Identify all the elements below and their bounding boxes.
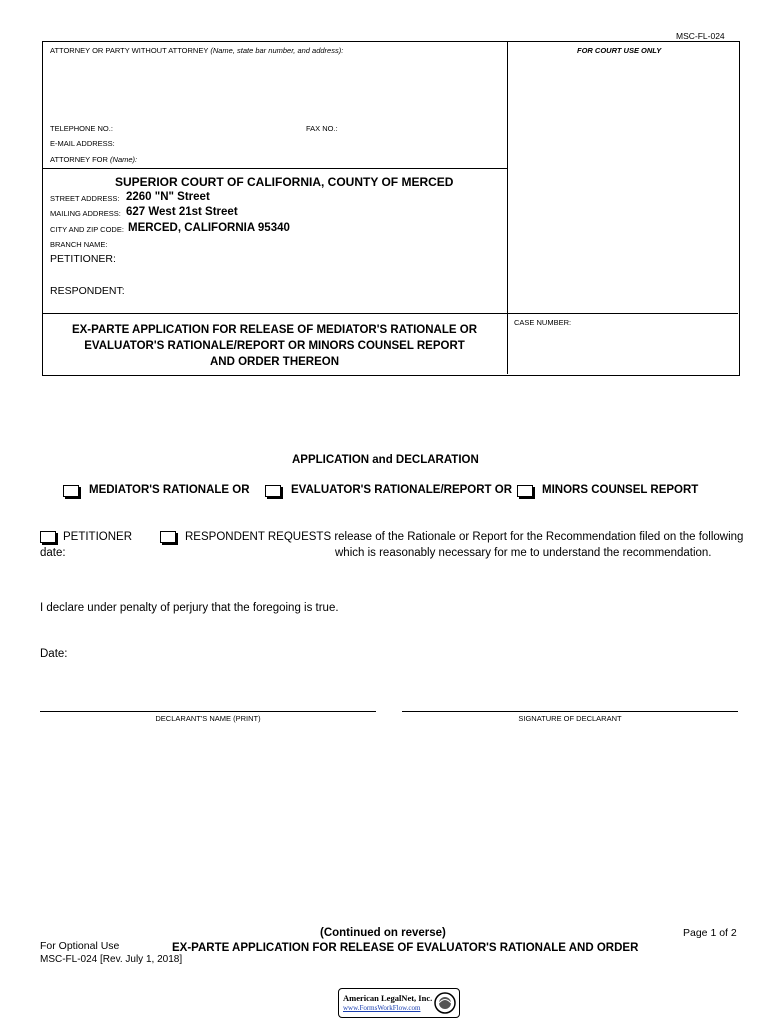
declarant-name-label: DECLARANT'S NAME (PRINT): [155, 714, 261, 723]
city-value: MERCED, CALIFORNIA 95340: [128, 222, 290, 234]
logo-name: American LegalNet, Inc.: [343, 993, 433, 1003]
signature-label: SIGNATURE OF DECLARANT: [518, 714, 622, 723]
respondent-checkbox[interactable]: [160, 531, 176, 543]
telephone-label: TELEPHONE NO.:: [50, 124, 113, 133]
mediator-checkbox[interactable]: [63, 485, 79, 497]
fax-label: FAX NO.:: [306, 124, 338, 133]
city-label: CITY AND ZIP CODE:: [50, 225, 124, 234]
mailing-label: MAILING ADDRESS:: [50, 209, 121, 218]
title-line: AND ORDER THEREON: [209, 356, 340, 368]
branch-label: BRANCH NAME:: [50, 240, 108, 249]
publisher-logo: [338, 988, 460, 1018]
form-id: MSC-FL-024: [676, 31, 725, 41]
evaluator-checkbox[interactable]: [265, 485, 281, 497]
page-number: Page 1 of 2: [683, 927, 737, 939]
divider-attorney: [42, 168, 507, 169]
attorney-label: ATTORNEY OR PARTY WITHOUT ATTORNEY (Name, state bar number, and address):: [50, 46, 344, 55]
respondent-label: RESPONDENT:: [50, 285, 125, 297]
title-line: EX-PARTE APPLICATION FOR RELEASE OF MEDIATOR'S RATIONALE OR: [71, 324, 478, 336]
continued-text: (Continued on reverse): [320, 927, 446, 939]
date-label: date:: [40, 547, 66, 559]
divider-parties: [42, 313, 738, 314]
declaration-text: I declare under penalty of perjury that the foregoing is true.: [40, 602, 339, 614]
form-title: [42, 322, 507, 370]
minors-counsel-option-label: MINORS COUNSEL REPORT: [542, 484, 699, 496]
petitioner-label: PETITIONER:: [50, 253, 116, 265]
case-number-label: CASE NUMBER:: [514, 318, 572, 327]
email-label: E-MAIL ADDRESS:: [50, 139, 115, 148]
title-line: EVALUATOR'S RATIONALE/REPORT OR MINORS COUNSEL REPORT: [84, 340, 465, 352]
divider-vertical: [507, 41, 508, 374]
globe-icon: [434, 992, 456, 1014]
signature-line[interactable]: [402, 711, 738, 712]
mediator-option-label: MEDIATOR'S RATIONALE OR: [89, 484, 250, 496]
attorney-for-label: ATTORNEY FOR (Name):: [50, 155, 138, 164]
revision-text: MSC-FL-024 [Rev. July 1, 2018]: [40, 954, 183, 965]
minors-counsel-checkbox[interactable]: [517, 485, 533, 497]
optional-use-text: For Optional Use: [40, 940, 120, 952]
evaluator-option-label: EVALUATOR'S RATIONALE/REPORT OR: [291, 484, 513, 496]
petitioner-checkbox[interactable]: [40, 531, 56, 543]
mailing-value: 627 West 21st Street: [126, 206, 238, 218]
court-name: SUPERIOR COURT OF CALIFORNIA, COUNTY OF MERCED: [115, 175, 454, 189]
date2-label: Date:: [40, 648, 68, 660]
petitioner-option-label: PETITIONER: [63, 531, 133, 543]
footer-title: EX-PARTE APPLICATION FOR RELEASE OF EVALUATOR'S RATIONALE AND ORDER: [172, 942, 639, 954]
street-label: STREET ADDRESS:: [50, 194, 120, 203]
street-value: 2260 "N" Street: [126, 191, 210, 203]
declarant-name-line[interactable]: [40, 711, 376, 712]
application-heading: APPLICATION and DECLARATION: [292, 454, 479, 466]
respondent-request-text: RESPONDENT REQUESTS release of the Rationale or Report for the Recommendation filed on the following: [185, 531, 744, 543]
logo-url[interactable]: www.FormsWorkFlow.com: [343, 1004, 421, 1012]
reason-text: which is reasonably necessary for me to understand the recommendation.: [335, 547, 712, 559]
court-use-label: FOR COURT USE ONLY: [577, 46, 662, 55]
